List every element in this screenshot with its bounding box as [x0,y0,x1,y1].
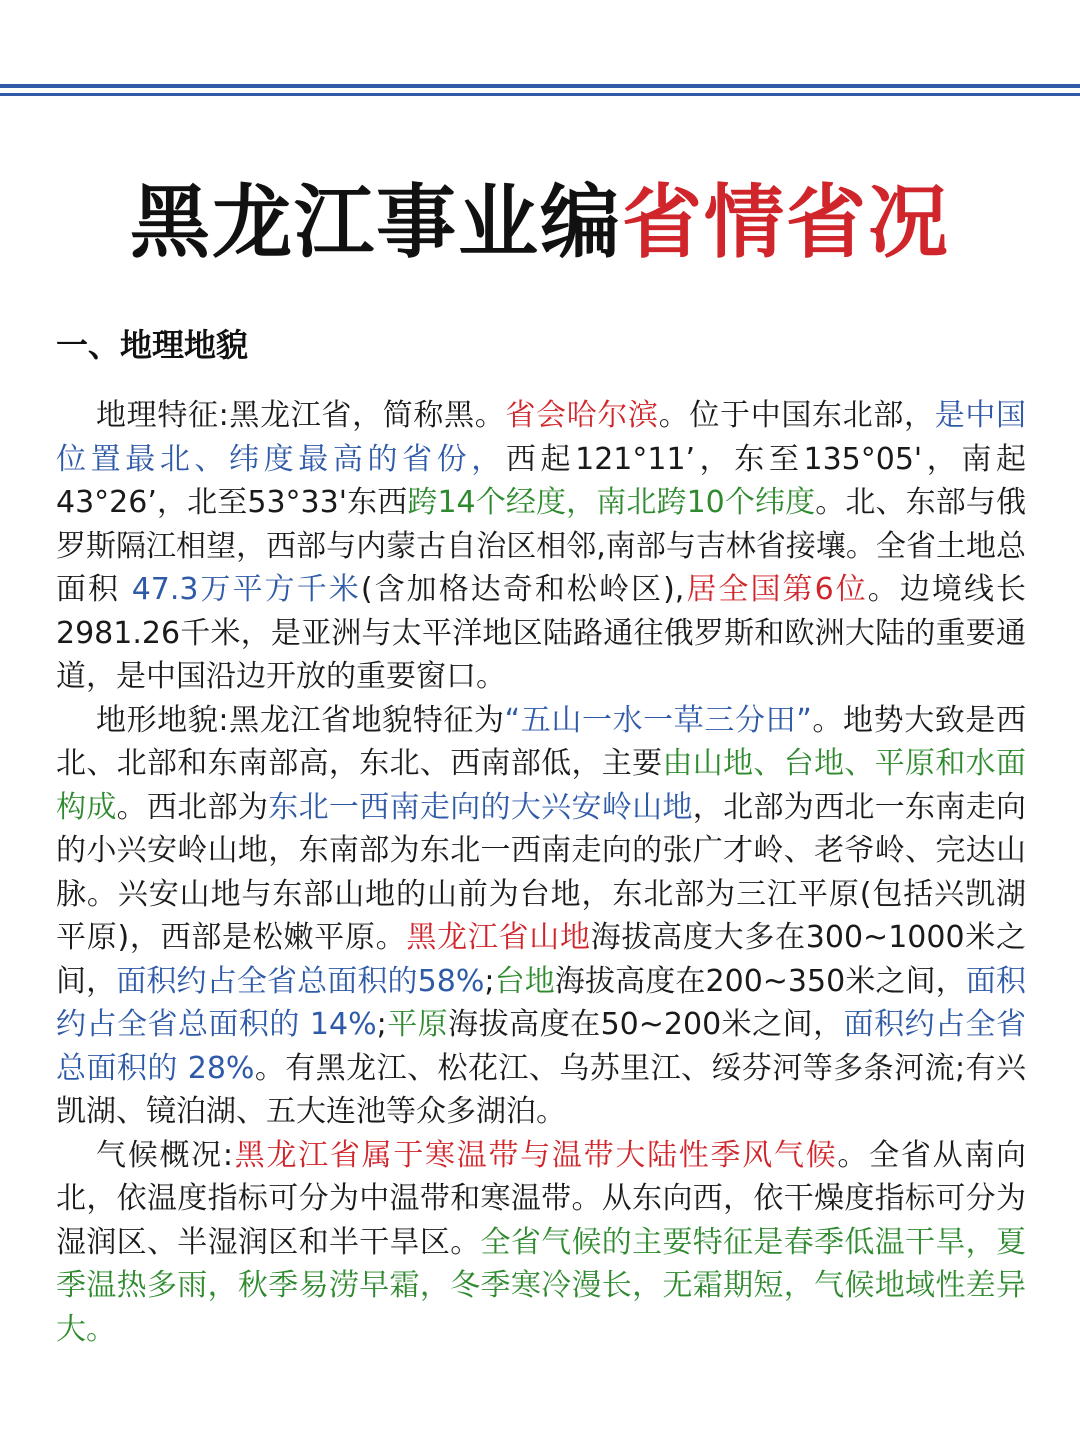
title-part-black: 黑龙江事业编 [130,176,622,269]
text-run: 。位于中国东北部， [658,398,935,433]
highlight-red: 黑龙江省山地 [406,920,591,955]
highlight-blue: “五山一水一草三分田” [504,702,812,738]
highlight-green: 全省气候的主要特征是春季低温干旱，夏季温热多雨，秋季易涝早霜，冬季寒冷漫长，无霜期短，气候地域性差异大。 [56,1224,1026,1347]
highlight-red: 黑龙江省属于寒温带与温带大陆性季风气候 [233,1137,838,1173]
highlight-red: 省会哈尔滨 [505,398,659,433]
title-part-red: 省情省况 [622,176,950,269]
text-run: 地形地貌:黑龙江省地貌特征为 [96,702,505,738]
highlight-green: 跨14个经度，南北跨10个纬度 [407,485,816,520]
highlight-green: 由山地、台地、平原和水面构成 [56,746,1027,825]
highlight-green: 台地 [494,963,555,999]
highlight-blue: 47.3万平方千米 [131,572,361,607]
article-body [56,394,1026,1351]
text-run: 海拔高度大多在300~1000米之间， [56,920,1026,999]
highlight-blue: 面积约占全省总面积的 28% [56,1007,1027,1086]
highlight-blue: 面积约占全省总面积的58% [116,963,485,999]
text-run: ; [376,1007,387,1042]
text-run: 海拔高度在50~200米之间， [448,1007,844,1042]
top-rule-line-2 [0,93,1080,96]
text-run: 。西北部为 [116,789,269,825]
highlight-red: 居全国第6位 [684,572,868,607]
text-run: 海拔高度在200~350米之间， [554,963,966,999]
paragraph-terrain [56,699,1026,1134]
top-rule-line-1 [0,84,1080,88]
text-run: 。地势大致是西北、北部和东南部高，东北、西南部低，主要 [56,702,1027,781]
text-run: 。有黑龙江、松花江、乌苏里江、绥芬河等多条河流;有兴凯湖、镜泊湖、五大连池等众多湖泊。 [56,1050,1026,1129]
text-run: (含加格达奇和松岭区), [360,572,685,607]
highlight-green: 平原 [386,1007,449,1042]
text-run: 地理特征:黑龙江省，简称黑。 [96,398,506,433]
top-double-rule [0,84,1080,100]
paragraph-geography [56,394,1026,699]
text-run: 。全省从南向北，依温度指标可分为中温带和寒温带。从东向西，依干燥度指标可分为湿润区、半湿润区和半干旱区。 [56,1137,1027,1260]
text-run: 西起121°11’，东至135°05'，南起43°26’，北至53°33'东西 [56,441,1027,520]
page-title [0,168,1080,278]
highlight-blue: 面积约占全省总面积的 14% [56,963,1027,1042]
paragraph-climate [56,1134,1026,1352]
text-run: 。边境线长2981.26千米，是亚洲与太平洋地区陆路通往俄罗斯和欧洲大陆的重要通道，是中国沿边开放的重要窗口。 [56,572,1026,694]
highlight-blue: 东北一西南走向的大兴安岭山地 [268,789,693,825]
text-run: ; [484,963,495,999]
highlight-blue: 是中国位置最北、纬度最高的省份， [56,398,1027,477]
text-run: 。北、东部与俄罗斯隔江相望，西部与内蒙古自治区相邻,南部与吉林省接壤。全省土地总面积 [56,485,1026,607]
section-heading: 一、地理地貌 [56,326,249,364]
text-run: 气候概况: [96,1137,233,1173]
text-run: ，北部为西北一东南走向的小兴安岭山地，东南部为东北一西南走向的张广才岭、老爷岭、完达山脉。兴安山地与东部山地的山前为台地，东北部为三江平原(包括兴凯湖平原)，西部是松嫩平原。 [56,789,1027,955]
